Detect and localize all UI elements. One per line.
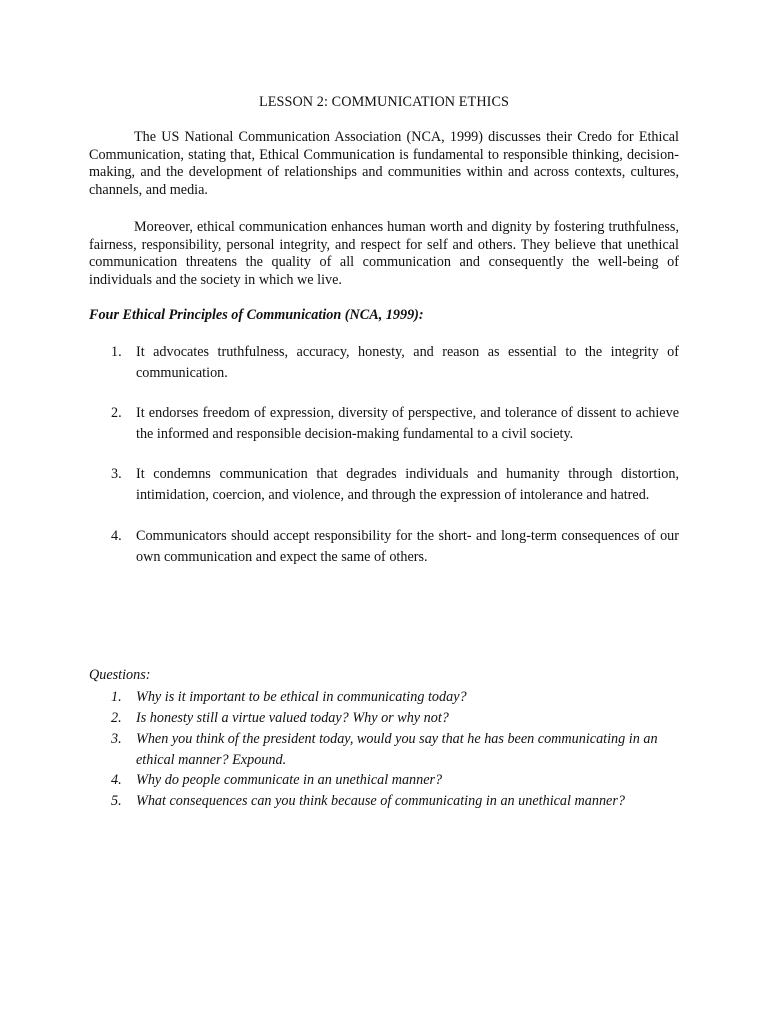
question-text: When you think of the president today, would you say that he has been communicating in an ethical manner? Expound.: [136, 731, 658, 768]
principle-text: It advocates truthfulness, accuracy, honesty, and reason as essential to the integrity of communication.: [136, 344, 679, 381]
question-text: What consequences can you think because of communicating in an unethical manner?: [136, 793, 625, 809]
lesson-title: LESSON 2: COMMUNICATION ETHICS: [258, 94, 510, 110]
intro-paragraph: The US National Communication Association (NCA, 1999) discusses their Credo for Ethical Communication, stating that, Ethical Communication is fundamental to responsible thinking, decision-making, and the development of relationships and communities within and across contexts, cultures, channels, and media.: [89, 129, 679, 198]
question-number: 1.: [111, 689, 122, 705]
principle-number: 3.: [111, 466, 122, 482]
question-text: Is honesty still a virtue valued today? Why or why not?: [136, 710, 449, 726]
question-number: 3.: [111, 731, 122, 747]
question-number: 4.: [111, 772, 122, 788]
principle-number: 4.: [111, 528, 122, 544]
question-number: 5.: [111, 793, 122, 809]
principle-text: It endorses freedom of expression, diversity of perspective, and tolerance of dissent to achieve the informed and responsible decision-making fundamental to a civil society.: [136, 405, 679, 442]
question-text: Why is it important to be ethical in communicating today?: [136, 689, 467, 705]
ethics-paragraph: Moreover, ethical communication enhances human worth and dignity by fostering truthfulness, fairness, responsibility, personal integrity, and respect for self and others. They believe that unethical communication threatens the quality of all communication and consequently the well-being of individuals and the society in which we live.: [89, 219, 679, 288]
principle-text: It condemns communication that degrades individuals and humanity through distortion, intimidation, coercion, and violence, and through the expression of intolerance and hatred.: [136, 466, 679, 503]
principle-number: 1.: [111, 344, 122, 360]
question-text: Why do people communicate in an unethical manner?: [136, 772, 443, 788]
question-number: 2.: [111, 710, 122, 726]
principles-heading: Four Ethical Principles of Communication (NCA, 1999):: [89, 307, 424, 323]
questions-heading: Questions:: [89, 667, 151, 683]
principle-text: Communicators should accept responsibility for the short- and long-term consequences of our own communication and expect the same of others.: [136, 528, 679, 565]
principle-number: 2.: [111, 405, 122, 421]
